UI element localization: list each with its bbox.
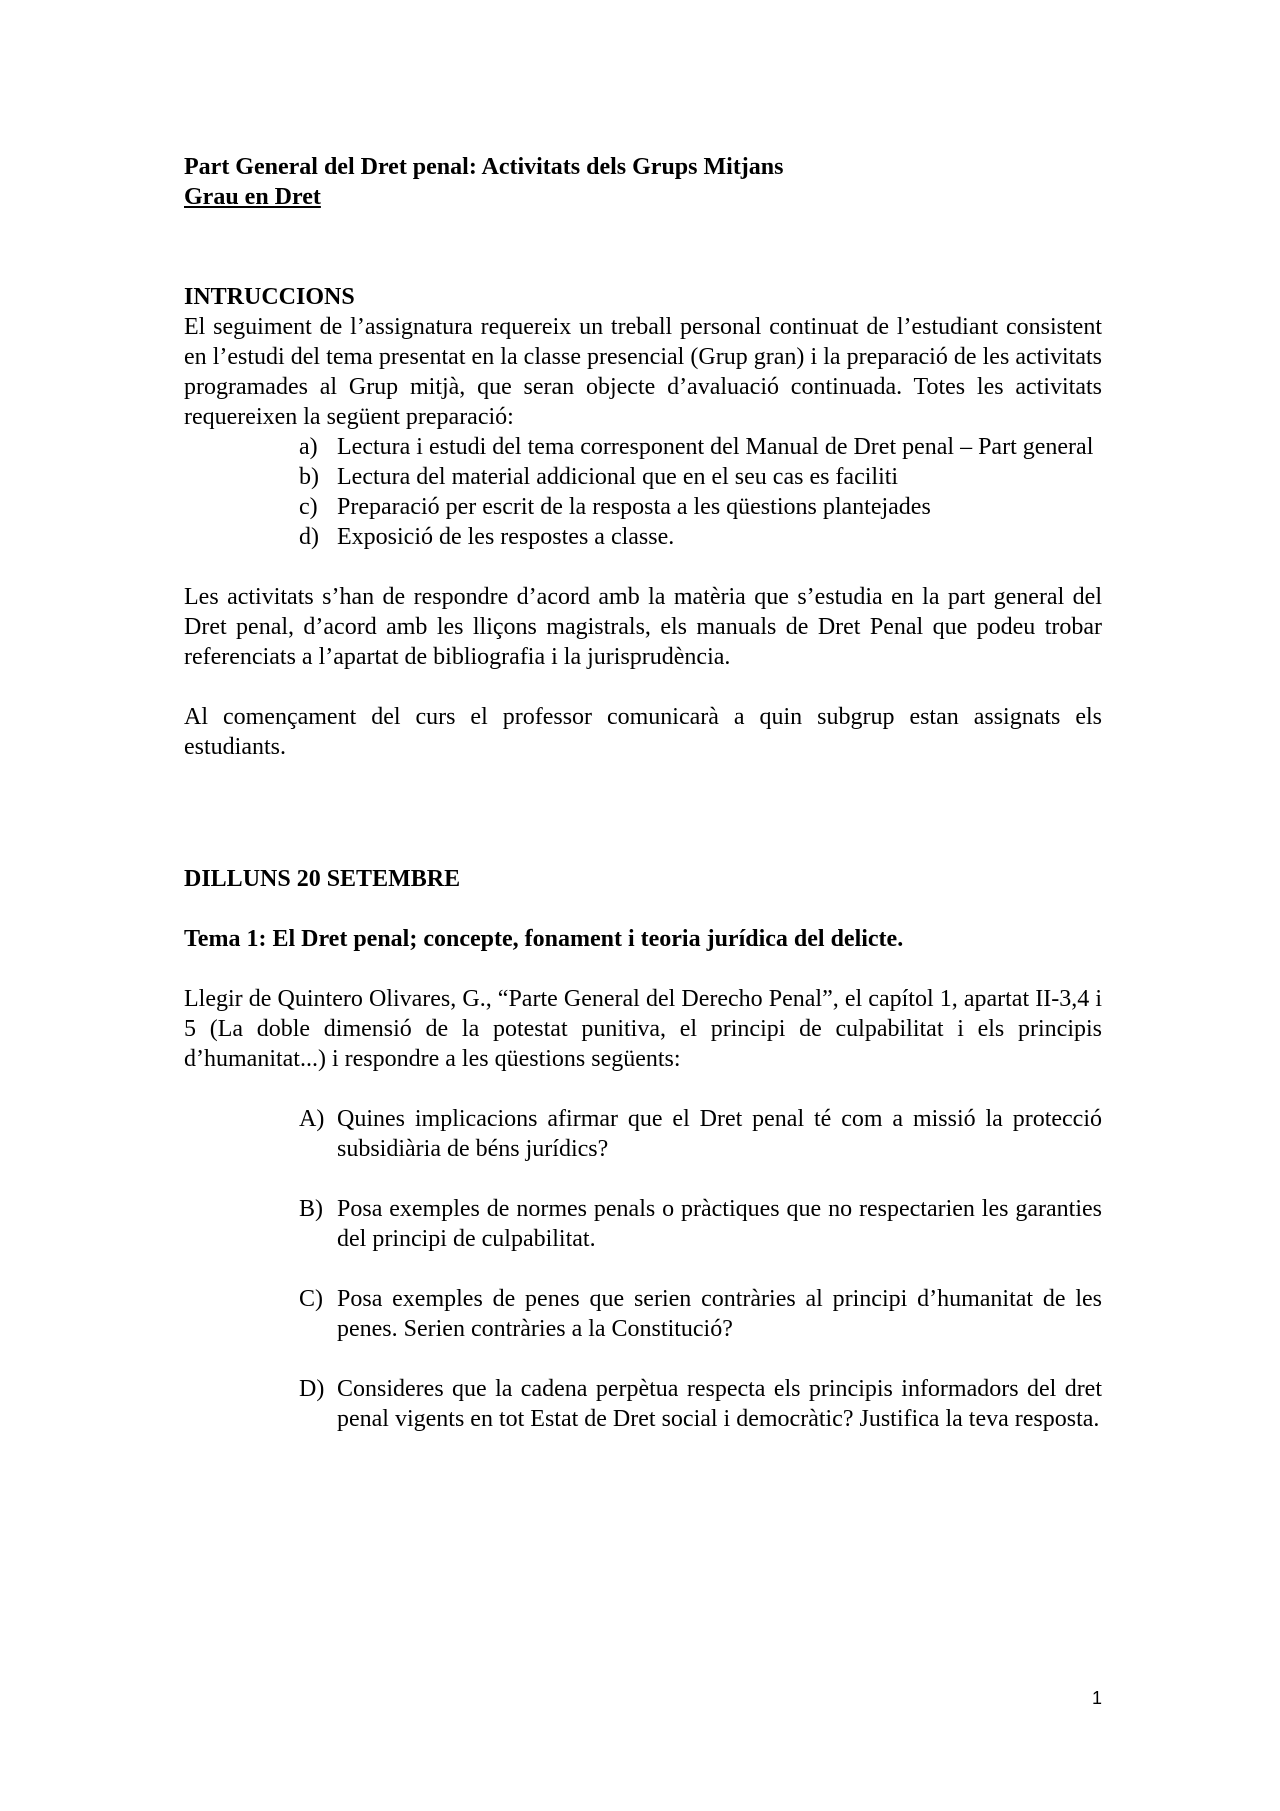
page-number: 1 [1091,1688,1102,1708]
document-subtitle: Grau en Dret [184,184,321,210]
list-marker: d) [299,524,319,550]
document-title: Part General del Dret penal: Activitats dels Grups Mitjans [184,154,784,180]
question-text: Consideres que la cadena perpètua respecta els principis informadors del dret penal vigents en tot Estat de Dret social i democràtic? Justifica la teva resposta. [337,1376,1102,1432]
question-marker: C) [299,1286,323,1312]
list-item-text: Preparació per escrit de la resposta a les qüestions plantejades [337,494,931,520]
list-item [299,432,1102,462]
list-marker: a) [299,434,318,460]
question-item [299,1374,1102,1434]
question-item [299,1284,1102,1344]
list-item-text: Lectura del material addicional que en el seu cas es faciliti [337,464,899,490]
list-item [299,522,1102,552]
instructions-heading: INTRUCCIONS [184,284,355,310]
document-page [184,152,1102,1464]
activities-paragraph: Les activitats s’han de respondre d’acord amb la matèria que s’estudia en la part general del Dret penal, d’acord amb les lliçons magistrals, els manuals de Dret Penal que podeu trobar referenciats a l’apartat de bibliografia i la jurisprudència. [184,584,1102,670]
list-item [299,462,1102,492]
subgroup-paragraph: Al començament del curs el professor comunicarà a quin subgrup estan assignats els estudiants. [184,704,1102,760]
instructions-paragraph: El seguiment de l’assignatura requereix un treball personal continuat de l’estudiant consistent en l’estudi del tema presentat en la classe presencial (Grup gran) i la preparació de les activitats programades al Grup mitjà, que seran objecte d’avaluació continuada. Totes les activitats requereixen la següent preparació: [184,314,1102,430]
list-item [299,492,1102,522]
list-marker: c) [299,494,318,520]
question-item [299,1194,1102,1254]
question-marker: D) [299,1376,325,1402]
question-text: Quines implicacions afirmar que el Dret penal té com a missió la protecció subsidiària de béns jurídics? [337,1106,1102,1162]
question-item [299,1104,1102,1164]
question-marker: B) [299,1196,323,1222]
reading-paragraph: Llegir de Quintero Olivares, G., “Parte General del Derecho Penal”, el capítol 1, apartat II-3,4 i 5 (La doble dimensió de la potestat punitiva, el principi de culpabilitat i els principis d’humanitat...) i respondre a les qüestions següents: [184,986,1102,1072]
questions-list [184,1104,1102,1434]
list-marker: b) [299,464,319,490]
question-text: Posa exemples de penes que serien contràries al principi d’humanitat de les penes. Serien contràries a la Constitució? [337,1286,1102,1342]
session-date-heading: DILLUNS 20 SETEMBRE [184,866,461,892]
list-item-text: Lectura i estudi del tema corresponent del Manual de Dret penal – Part general [337,434,1094,460]
question-text: Posa exemples de normes penals o pràctiques que no respectarien les garanties del principi de culpabilitat. [337,1196,1102,1252]
list-item-text: Exposició de les respostes a classe. [337,524,675,550]
preparation-list [184,432,1102,552]
question-marker: A) [299,1106,325,1132]
session-topic-heading: Tema 1: El Dret penal; concepte, fonament i teoria jurídica del delicte. [184,926,904,952]
